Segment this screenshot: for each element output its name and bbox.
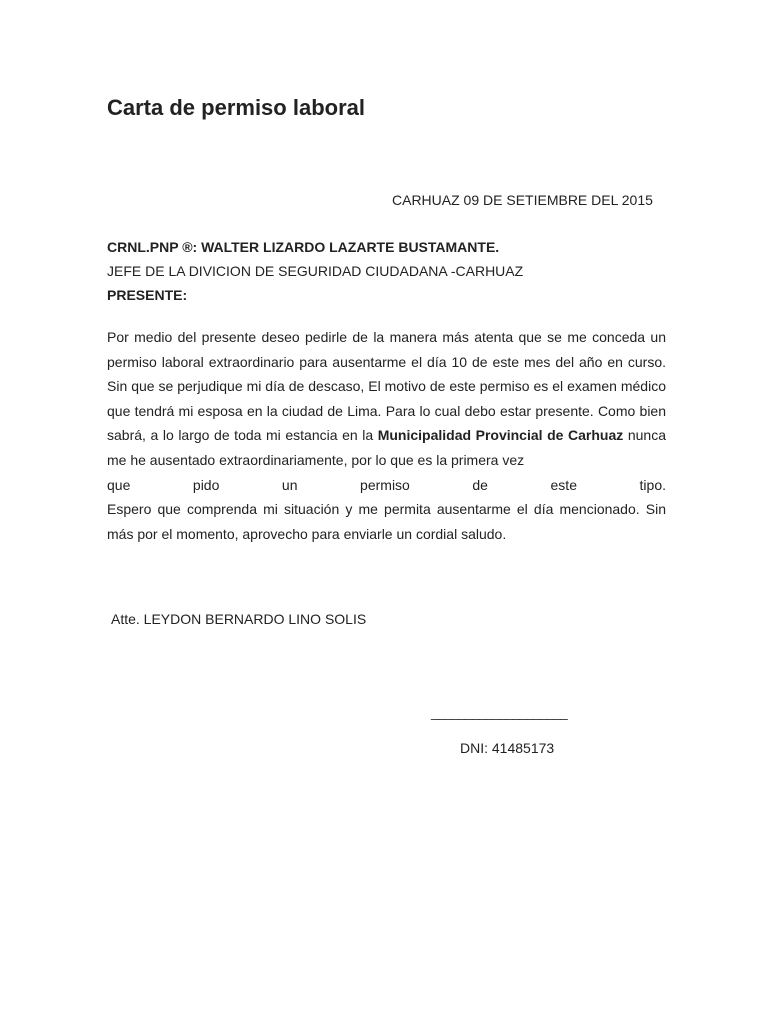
body-paragraph [107,325,666,473]
signature-name: Atte. LEYDON BERNARDO LINO SOLIS [111,611,367,627]
closing-paragraph: Espero que comprenda mi situación y me permita ausentarme el día mencionado. Sin más por el momento, aprovecho para enviarle un cordial saludo. [107,501,666,542]
addressee-name: CRNL.PNP ®: WALTER LIZARDO LAZARTE BUSTAMANTE. [107,239,500,255]
spread-line [107,473,666,498]
page-title: Carta de permiso laboral [107,95,365,120]
presente-label: PRESENTE: [107,287,188,303]
spread-word: permiso [360,476,410,493]
spread-word: que [107,476,131,493]
spread-word: este [550,476,577,493]
signature-line: ____________________ [431,704,567,720]
letter-body [107,325,666,546]
spread-word: un [281,476,298,493]
body-text-part2: nunca me he ausentado extraordinariamente, por lo que es la primera vez [107,427,666,468]
organization-name: Municipalidad Provincial de Carhuaz [377,427,624,444]
spread-word: de [472,476,488,493]
addressee-position: JEFE DE LA DIVICION DE SEGURIDAD CIUDADANA -CARHUAZ [107,263,524,279]
spread-word: pido [192,476,220,493]
spread-word: tipo. [639,476,666,493]
body-text-part1: Por medio del presente deseo pedirle de la manera más atenta que se me conceda un permiso laboral extraordinario para ausentarme el día 10 de este mes del año en curso. Sin que se perjudique mi día de descaso, El motivo de este permiso es el examen médico que tendrá mi esposa en la ciudad de Lima. Para lo cual debo estar presente. Como bien sabrá, a lo largo de toda mi estancia en la [107,329,666,444]
date-line: CARHUAZ 09 DE SETIEMBRE DEL 2015 [392,192,653,208]
dni-number: DNI: 41485173 [460,740,555,756]
addressee-block [107,235,523,307]
